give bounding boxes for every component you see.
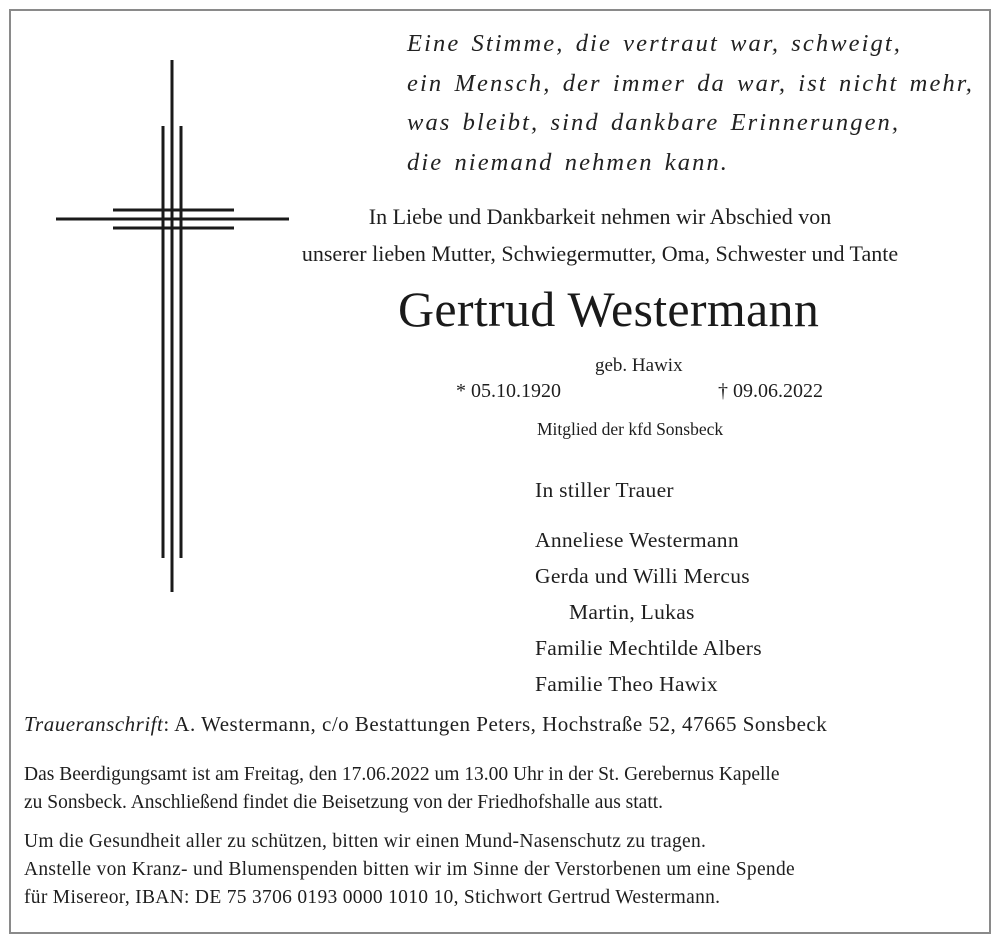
note-line: Um die Gesundheit aller zu schützen, bitten wir einen Mund-Nasenschutz zu tragen.: [24, 831, 707, 852]
intro-line: In Liebe und Dankbarkeit nehmen wir Abschied von: [368, 204, 832, 229]
funeral-info: [24, 761, 779, 817]
mourners-heading: In stiller Trauer: [535, 478, 674, 502]
mourning-address: [24, 712, 827, 737]
mourners-list: [535, 472, 762, 702]
mourner-name: Martin, Lukas: [569, 600, 695, 624]
mourner-name: Familie Theo Hawix: [535, 672, 718, 696]
additional-notes: [24, 828, 795, 912]
poem-line: die niemand nehmen kann.: [407, 148, 730, 176]
cross-icon: [0, 0, 300, 620]
intro-line: unserer lieben Mutter, Schwiegermutter, Oma, Schwester und Tante: [301, 241, 899, 266]
birth-date: * 05.10.1920: [456, 380, 561, 402]
funeral-line: zu Sonsbeck. Anschließend findet die Beisetzung von der Friedhofshalle aus statt.: [24, 792, 664, 813]
poem: [407, 24, 974, 182]
mourner-name: Anneliese Westermann: [535, 528, 739, 552]
poem-line: ein Mensch, der immer da war, ist nicht mehr,: [407, 69, 974, 97]
mourner-name: Familie Mechtilde Albers: [535, 636, 762, 660]
maiden-name: geb. Hawix: [595, 355, 683, 376]
address-label: Traueranschrift: [24, 712, 164, 736]
address-text: : A. Westermann, c/o Bestattungen Peters, Hochstraße 52, 47665 Sonsbeck: [163, 712, 828, 736]
poem-line: Eine Stimme, die vertraut war, schweigt,: [407, 30, 903, 57]
membership: Mitglied der kfd Sonsbeck: [537, 419, 724, 439]
deceased-name: Gertrud Westermann: [398, 281, 820, 337]
death-date: † 09.06.2022: [718, 380, 823, 402]
funeral-line: Das Beerdigungsamt ist am Freitag, den 17.06.2022 um 13.00 Uhr in der St. Gerebernus Kapelle: [24, 764, 780, 785]
note-line: für Misereor, IBAN: DE 75 3706 0193 0000 1010 10, Stichwort Gertrud Westermann.: [24, 887, 721, 908]
intro-text: [220, 198, 980, 272]
mourner-name: Gerda und Willi Mercus: [535, 564, 750, 588]
poem-line: was bleibt, sind dankbare Erinnerungen,: [407, 109, 901, 136]
note-line: Anstelle von Kranz- und Blumenspenden bitten wir im Sinne der Verstorbenen um eine Spende: [24, 859, 795, 880]
